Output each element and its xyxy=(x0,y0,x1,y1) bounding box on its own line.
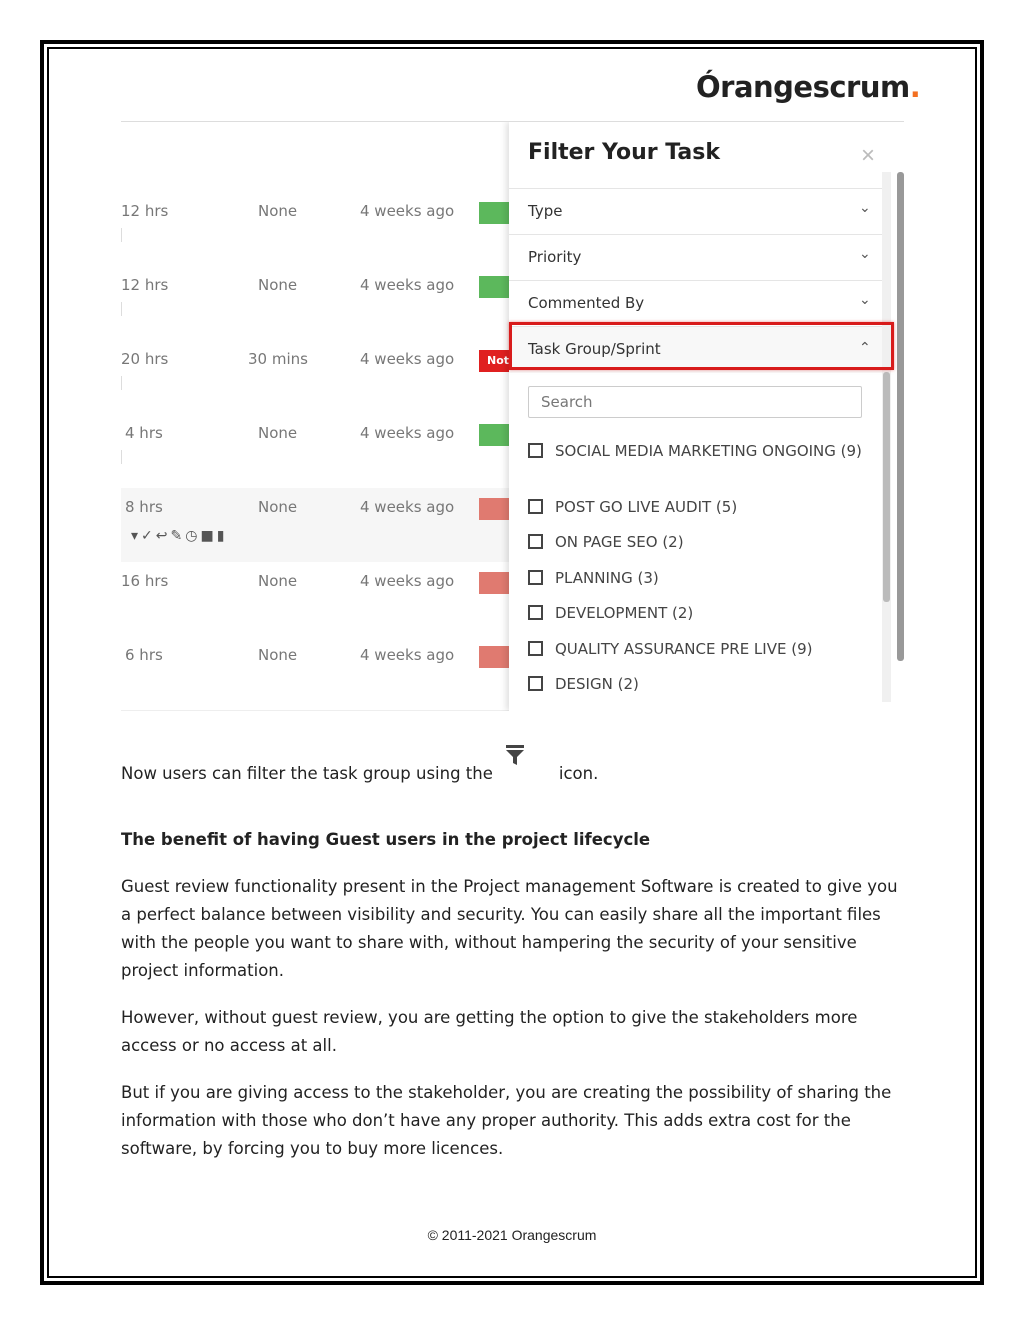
hours-cell: 16 hrs xyxy=(121,572,169,590)
archive-icon[interactable]: ■ xyxy=(200,528,217,544)
filter-section-commented-by[interactable]: Commented By ⌄ xyxy=(509,280,891,327)
checkbox-on-page-seo[interactable]: ON PAGE SEO (2) xyxy=(528,531,863,554)
table-header xyxy=(121,122,509,192)
table-row[interactable] xyxy=(121,266,509,341)
table-row[interactable] xyxy=(121,488,509,563)
time-cell: None xyxy=(258,276,298,294)
caret-down-icon[interactable]: ▾ xyxy=(131,528,142,544)
chevron-down-icon: ⌄ xyxy=(859,246,871,262)
search-input[interactable]: Search xyxy=(528,386,862,418)
table-row[interactable] xyxy=(121,636,509,711)
status-badge xyxy=(479,498,509,520)
filter-instruction: Now users can filter the task group using the icon. xyxy=(121,764,599,783)
filter-section-priority[interactable]: Priority ⌄ xyxy=(509,234,891,281)
status-badge: Not xyxy=(479,350,509,372)
hours-cell: 12 hrs xyxy=(121,202,169,220)
divider xyxy=(121,228,122,242)
filter-section-type[interactable]: Type ⌄ xyxy=(509,188,891,235)
table-row[interactable] xyxy=(121,562,509,637)
checkbox-design[interactable]: DESIGN (2) xyxy=(528,673,863,696)
checkbox-social-media[interactable]: SOCIAL MEDIA MARKETING ONGOING (9) xyxy=(528,440,863,463)
time-cell: None xyxy=(258,424,298,442)
hours-cell: 6 hrs xyxy=(125,646,163,664)
time-cell: None xyxy=(258,572,298,590)
hours-cell: 8 hrs xyxy=(125,498,163,516)
status-badge xyxy=(479,276,509,298)
table-row[interactable] xyxy=(121,340,509,415)
divider xyxy=(121,450,122,464)
panel-scrollbar[interactable] xyxy=(897,172,904,661)
trash-icon[interactable]: ▮ xyxy=(216,528,228,544)
section-heading: The benefit of having Guest users in the project lifecycle xyxy=(121,830,651,849)
checkbox-post-go-live[interactable]: POST GO LIVE AUDIT (5) xyxy=(528,496,863,519)
check-icon[interactable]: ✓ xyxy=(141,528,156,544)
row-actions xyxy=(131,528,227,544)
checkbox-icon[interactable] xyxy=(528,443,543,458)
filter-section-task-group[interactable]: Task Group/Sprint ⌃ xyxy=(509,326,891,373)
status-badge xyxy=(479,646,509,668)
close-icon[interactable]: × xyxy=(861,142,876,169)
funnel-icon xyxy=(505,744,525,772)
updated-cell: 4 weeks ago xyxy=(360,350,455,368)
divider xyxy=(121,376,122,390)
checkbox-icon[interactable] xyxy=(528,570,543,585)
orangescrum-logo: Órangescrum. xyxy=(696,70,921,104)
reply-icon[interactable]: ↩ xyxy=(155,528,171,544)
checkbox-icon[interactable] xyxy=(528,534,543,549)
paragraph-1: Guest review functionality present in the Project management Software is created to give you a perfect balance between visibility and security. You can easily share all the important files with the people you want to share with, without hampering the security of your sensitive project information. xyxy=(121,877,898,980)
updated-cell: 4 weeks ago xyxy=(360,646,455,664)
pencil-icon[interactable]: ✎ xyxy=(170,528,186,544)
updated-cell: 4 weeks ago xyxy=(360,276,455,294)
divider xyxy=(121,302,122,316)
filter-panel xyxy=(509,122,904,711)
checkbox-icon[interactable] xyxy=(528,676,543,691)
time-cell: None xyxy=(258,202,298,220)
chevron-down-icon: ⌄ xyxy=(859,292,871,308)
footer-copyright: © 2011-2021 Orangescrum xyxy=(427,1227,597,1243)
screenshot-task-list xyxy=(121,121,904,711)
checkbox-qa-pre-live[interactable]: QUALITY ASSURANCE PRE LIVE (9) xyxy=(528,638,863,661)
status-badge xyxy=(479,572,509,594)
updated-cell: 4 weeks ago xyxy=(360,202,455,220)
hours-cell: 12 hrs xyxy=(121,276,169,294)
time-cell: 30 mins xyxy=(248,350,308,368)
paragraph-3: But if you are giving access to the stakeholder, you are creating the possibility of sharing the information with those who don’t have any proper authority. This adds extra cost for the software, by forcing you to buy more licences. xyxy=(121,1083,892,1158)
checkbox-planning[interactable]: PLANNING (3) xyxy=(528,567,863,590)
clock-icon[interactable]: ◷ xyxy=(185,528,201,544)
updated-cell: 4 weeks ago xyxy=(360,498,455,516)
hours-cell: 4 hrs xyxy=(125,424,163,442)
chevron-down-icon: ⌄ xyxy=(859,200,871,216)
scrollbar-thumb[interactable] xyxy=(883,372,890,602)
checkbox-icon[interactable] xyxy=(528,499,543,514)
checkbox-development[interactable]: DEVELOPMENT (2) xyxy=(528,602,863,625)
filter-title: Filter Your Task xyxy=(528,140,720,165)
chevron-up-icon: ⌃ xyxy=(859,340,871,356)
checkbox-icon[interactable] xyxy=(528,605,543,620)
hours-cell: 20 hrs xyxy=(121,350,169,368)
paragraph-2: However, without guest review, you are getting the option to give the stakeholders more access or no access at all. xyxy=(121,1008,858,1055)
table-row[interactable] xyxy=(121,192,509,267)
time-cell: None xyxy=(258,646,298,664)
status-badge xyxy=(479,424,509,446)
updated-cell: 4 weeks ago xyxy=(360,572,455,590)
checkbox-icon[interactable] xyxy=(528,641,543,656)
updated-cell: 4 weeks ago xyxy=(360,424,455,442)
status-badge xyxy=(479,202,509,224)
table-row[interactable] xyxy=(121,414,509,489)
highlight-box xyxy=(509,322,894,370)
time-cell: None xyxy=(258,498,298,516)
